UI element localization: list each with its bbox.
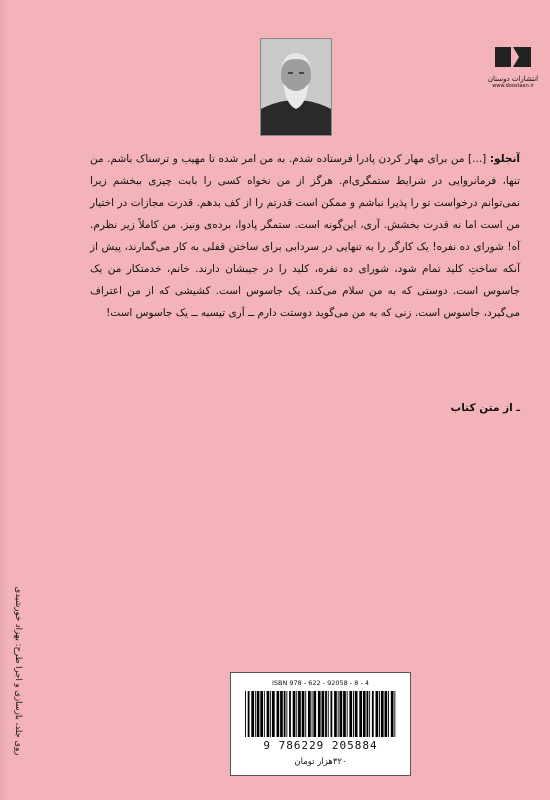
barcode-stripe (394, 691, 395, 737)
barcode-stripe (318, 691, 321, 737)
barcode-bars (243, 691, 398, 737)
barcode-stripe (272, 691, 275, 737)
barcode-panel (230, 672, 411, 776)
portrait-image (261, 39, 331, 135)
barcode-stripe (391, 691, 394, 737)
barcode-stripe (322, 691, 325, 737)
barcode-stripe (267, 691, 270, 737)
barcode-stripe (312, 691, 313, 737)
barcode-stripe (251, 691, 254, 737)
barcode-stripe (248, 691, 250, 737)
barcode-stripe (388, 691, 389, 737)
excerpt-text: [...] من برای مهار کردن پادرا فرستاده شدم. به من امر شده تا مهیب و ترسناک باشم. من تنها، فرمانروایی در شرایط ستمگری‌ام. هرگز از من نخواه کسی را بابت چیزی ببخشم زیرا نمی‌توانم درخواست تو را پذیرا نباشم و ممکن است قدرتم را از کف بدهم. قدرت مجازات در اختیار من است اما نه قدرت بخشش. آری، این‌گونه است. ستمگر پادوا، برده‌ی ونیز. من کاملاً زیر نظرم. آه! شورای ده نفره! یک کارگر را به تنهایی در سردابی برای ساختن قفلی به کار می‌گمارند، پیش از آنکه ساختِ کلید تمام شود، شورای ده نفره، کلید را در جیبشان دارند. خانم، خدمتکار من یک جاسوس است. دوستی که به من سلام می‌کند، یک جاسوس است. کشیشی که از من اعتراف می‌گیرد، جاسوس است. زنی که به من می‌گوید دوستت دارم ــ آری تیسبه ــ یک جاسوس است! (90, 153, 520, 319)
publisher-name: انتشارات دوستان (487, 75, 539, 83)
barcode-stripe (308, 691, 311, 737)
barcode-stripe (334, 691, 337, 737)
barcode-stripe (355, 691, 358, 737)
barcode-stripe (376, 691, 379, 737)
barcode-stripe (369, 691, 370, 737)
barcode-stripe (296, 691, 297, 737)
barcode-stripe (277, 691, 280, 737)
cover-credit (8, 578, 23, 778)
barcode-stripe (313, 691, 316, 737)
publisher-url: www.doostaan.ir (492, 83, 534, 89)
barcode-stripe (286, 691, 287, 737)
publisher-logo (484, 45, 542, 105)
barcode-stripe (343, 691, 346, 737)
barcode-stripe (284, 691, 286, 737)
barcode-stripe (270, 691, 271, 737)
publisher-mark-icon (493, 45, 533, 69)
barcode-stripe (289, 691, 291, 737)
barcode-stripe (353, 691, 354, 737)
barcode-stripe (325, 691, 327, 737)
isbn-label: ISBN 978 - 622 - 92058 - 8 - 4 (271, 679, 370, 687)
barcode-stripe (328, 691, 329, 737)
barcode-stripe (372, 691, 374, 737)
excerpt-speaker: آنجلو: (489, 153, 520, 165)
barcode-stripe (264, 691, 265, 737)
barcode-stripe (305, 691, 306, 737)
price-label: ۳۲۰هزار تومان (294, 757, 347, 767)
barcode-stripe (280, 691, 283, 737)
excerpt-source: ـ از متن کتاب (450, 402, 520, 414)
book-excerpt (90, 148, 520, 324)
barcode-stripe (338, 691, 339, 737)
barcode-stripe (359, 691, 362, 737)
barcode-stripe (379, 691, 380, 737)
barcode-stripe (363, 691, 366, 737)
barcode-stripe (257, 691, 260, 737)
barcode-stripe (385, 691, 388, 737)
barcode-number: 9 786229 205884 (263, 739, 378, 752)
barcode-stripe (347, 691, 348, 737)
barcode-stripe (260, 691, 263, 737)
barcode-stripe (245, 691, 246, 737)
barcode-stripe (367, 691, 369, 737)
barcode-stripe (293, 691, 296, 737)
cover-credit-text: روی جلد، بازسازی و اجرا طرح: بهزاد خورشیدی (13, 586, 23, 756)
barcode-stripe (302, 691, 305, 737)
barcode-stripe (255, 691, 256, 737)
spine-edge (0, 0, 8, 800)
barcode-stripe (349, 691, 352, 737)
author-portrait (260, 38, 332, 136)
barcode-stripe (340, 691, 343, 737)
barcode-stripe (331, 691, 333, 737)
barcode-stripe (381, 691, 384, 737)
barcode-stripe (298, 691, 301, 737)
